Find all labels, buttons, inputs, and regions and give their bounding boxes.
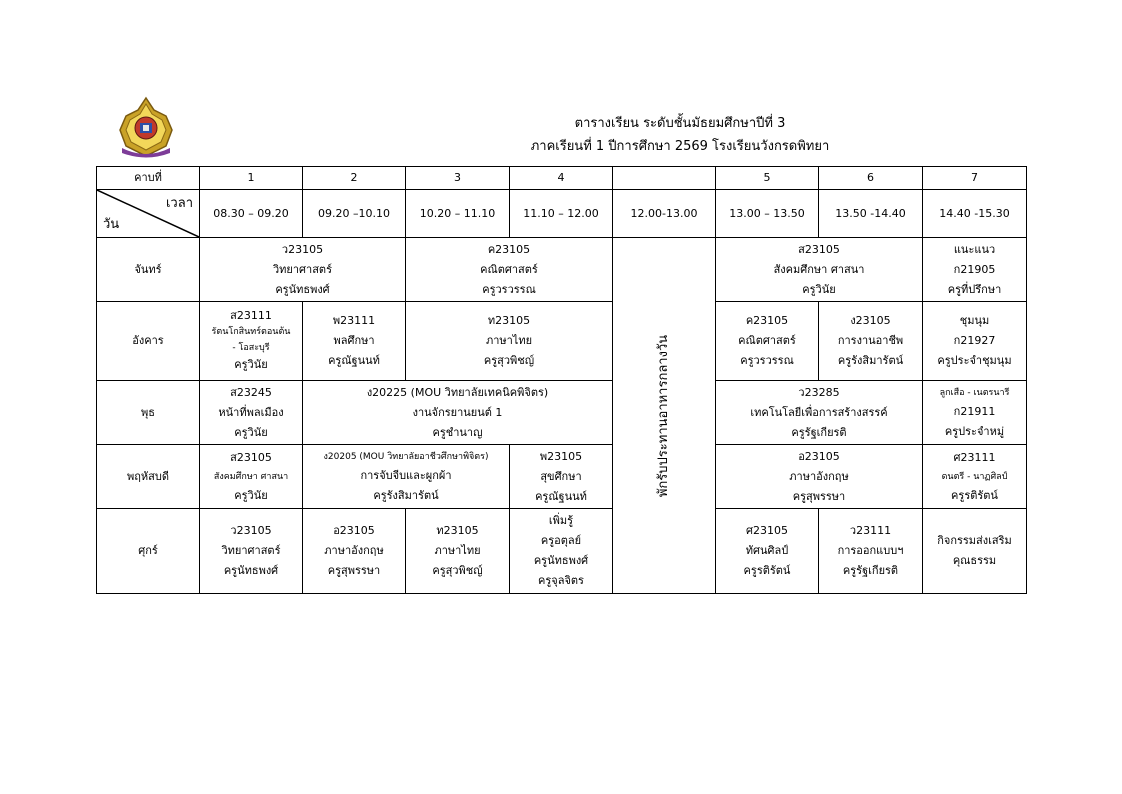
class-cell: ท23105 ภาษาไทย ครูสุวพิชญ์: [406, 302, 613, 381]
day-friday: ศุกร์: [97, 509, 200, 594]
time-6: 13.50 -14.40: [819, 190, 923, 238]
class-cell: ค23105 คณิตศาสตร์ ครูวรวรรณ: [406, 238, 613, 302]
class-cell: ว23105 วิทยาศาสตร์ ครูนัทธพงศ์: [200, 238, 406, 302]
day-tuesday: อังคาร: [97, 302, 200, 381]
class-cell: อ23105 ภาษาอังกฤษ ครูสุพรรษา: [303, 509, 406, 594]
class-cell: แนะแนว ก21905 ครูที่ปรึกษา: [923, 238, 1027, 302]
time-4: 11.10 – 12.00: [510, 190, 613, 238]
day-thursday: พฤหัสบดี: [97, 445, 200, 509]
table-row: [97, 445, 1027, 509]
time-7: 14.40 -15.30: [923, 190, 1027, 238]
class-cell: ง20205 (MOU วิทยาลัยอาชีวศึกษาพิจิตร) การจับจีบและผูกผ้า ครูรังสิมารัตน์: [303, 445, 510, 509]
class-cell: ว23285 เทคโนโลยีเพื่อการสร้างสรรค์ ครูรัฐเกียรติ: [716, 381, 923, 445]
class-cell: ลูกเสือ - เนตรนารี ก21911 ครูประจำหมู่: [923, 381, 1027, 445]
class-cell: เพิ่มรู้ ครูอตุลย์ ครูนัทธพงศ์ ครูจุลจิตร: [510, 509, 613, 594]
time-row: [97, 190, 1027, 238]
class-cell: ง20225 (MOU วิทยาลัยเทคนิคพิจิตร) งานจักรยานยนต์ 1 ครูชำนาญ: [303, 381, 613, 445]
class-cell: กิจกรรมส่งเสริม คุณธรรม: [923, 509, 1027, 594]
time-label: เวลา: [165, 196, 193, 211]
table-row: [97, 509, 1027, 594]
class-cell: ชุมนุม ก21927 ครูประจำชุมนุม: [923, 302, 1027, 381]
table-row: [97, 381, 1027, 445]
class-cell: ท23105 ภาษาไทย ครูสุวพิชญ์: [406, 509, 510, 594]
period-5: 5: [716, 167, 819, 190]
period-header-label: คาบที่: [97, 167, 200, 190]
table-row: [97, 302, 1027, 381]
page-title: ตารางเรียน ระดับชั้นมัธยมศึกษาปีที่ 3: [574, 116, 786, 131]
class-cell: ว23105 วิทยาศาสตร์ ครูนัทธพงศ์: [200, 509, 303, 594]
class-cell: ส23105 สังคมศึกษา ศาสนา ครูวินัย: [200, 445, 303, 509]
period-header-row: [97, 167, 1027, 190]
time-2: 09.20 –10.10: [303, 190, 406, 238]
table-row: [97, 238, 1027, 302]
day-label: วัน: [103, 217, 120, 232]
class-cell: อ23105 ภาษาอังกฤษ ครูสุพรรษา: [716, 445, 923, 509]
time-1: 08.30 – 09.20: [200, 190, 303, 238]
class-cell: พ23105 สุขศึกษา ครูณัฐนนท์: [510, 445, 613, 509]
timetable: [96, 166, 1027, 594]
time-5: 13.00 – 13.50: [716, 190, 819, 238]
lunch-break-cell: [613, 238, 716, 594]
class-cell: ศ23111 ดนตรี - นาฏศิลป์ ครูรติรัตน์: [923, 445, 1027, 509]
class-cell: ส23111 รัตนโกสินทร์ตอนต้น - โอสะบุรี ครูวินัย: [200, 302, 303, 381]
period-4: 4: [510, 167, 613, 190]
period-3: 3: [406, 167, 510, 190]
period-2: 2: [303, 167, 406, 190]
class-cell: ง23105 การงานอาชีพ ครูรังสิมารัตน์: [819, 302, 923, 381]
period-7: 7: [923, 167, 1027, 190]
period-lunch-blank: [613, 167, 716, 190]
class-cell: ส23105 สังคมศึกษา ศาสนา ครูวินัย: [716, 238, 923, 302]
lunch-label: พักรับประทานอาหารกลางวัน: [656, 334, 671, 497]
class-cell: พ23111 พลศึกษา ครูณัฐนนท์: [303, 302, 406, 381]
day-monday: จันทร์: [97, 238, 200, 302]
time-lunch: 12.00-13.00: [613, 190, 716, 238]
day-wednesday: พุธ: [97, 381, 200, 445]
class-cell: ศ23105 ทัศนศิลป์ ครูรติรัตน์: [716, 509, 819, 594]
time-3: 10.20 – 11.10: [406, 190, 510, 238]
school-logo: [114, 96, 178, 160]
class-cell: ค23105 คณิตศาสตร์ ครูวรวรรณ: [716, 302, 819, 381]
class-cell: ส23245 หน้าที่พลเมือง ครูวินัย: [200, 381, 303, 445]
period-1: 1: [200, 167, 303, 190]
class-cell: ว23111 การออกแบบฯ ครูรัฐเกียรติ: [819, 509, 923, 594]
time-day-corner: [97, 190, 200, 238]
page-subtitle: ภาคเรียนที่ 1 ปีการศึกษา 2569 โรงเรียนวังกรดพิทยา: [530, 139, 830, 154]
period-6: 6: [819, 167, 923, 190]
